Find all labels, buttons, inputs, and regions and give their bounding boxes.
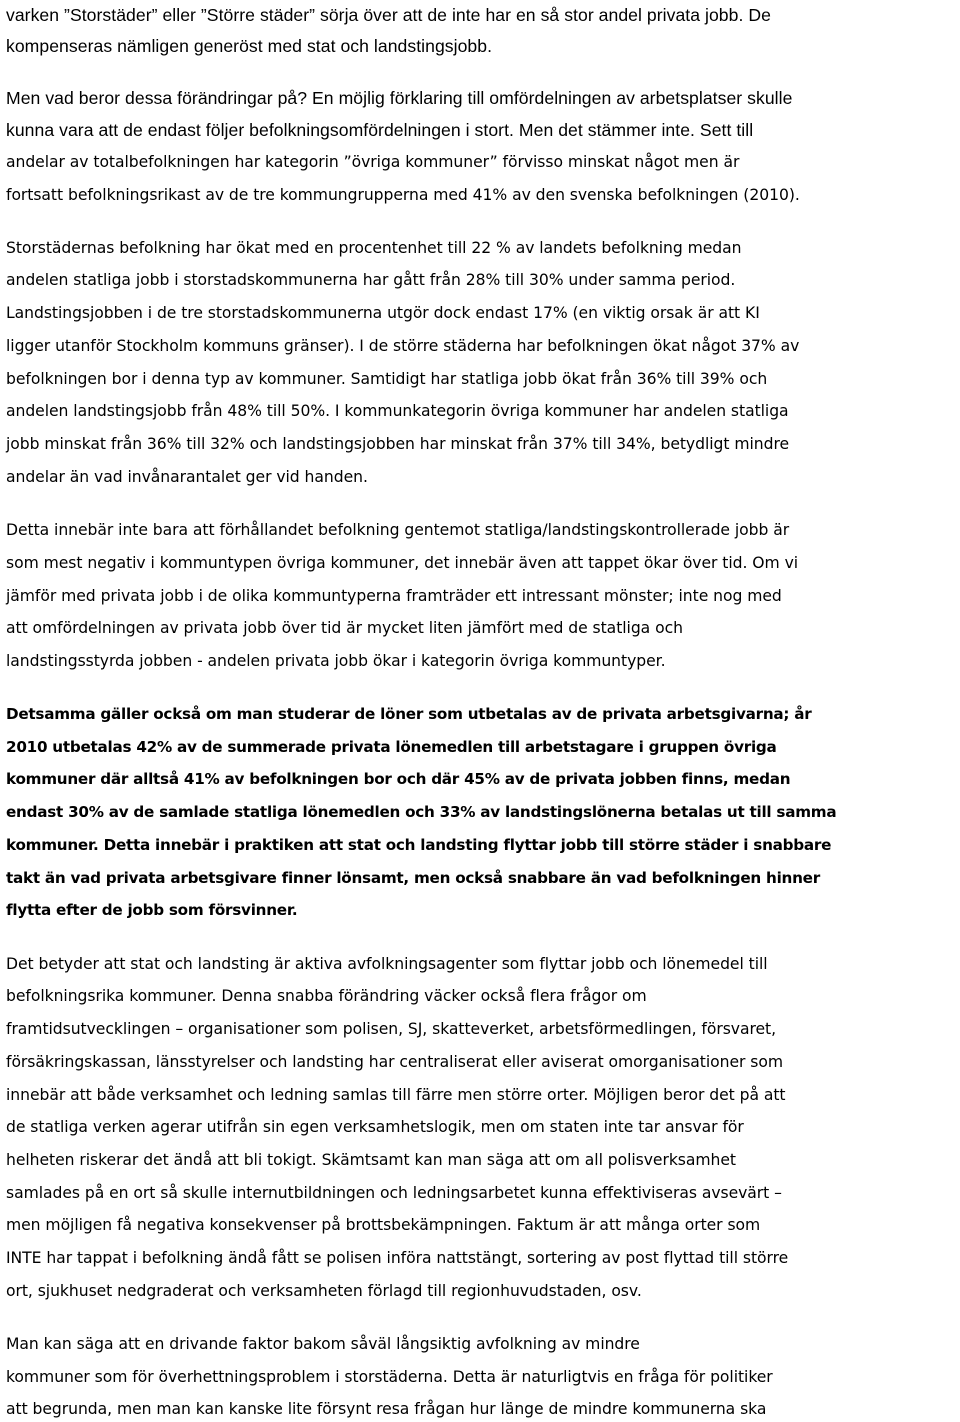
text-line: att begrunda, men man kan kanske lite försynt resa frågan hur länge de mindre kommunerna ska: [6, 1400, 767, 1418]
text-line: andelar än vad invånarantalet ger vid handen.: [6, 468, 368, 486]
text-line: takt än vad privata arbetsgivare finner lönsamt, men också snabbare än vad befolkningen hinner: [6, 869, 820, 887]
text-line: kompenseras nämligen generöst med stat och landstingsjobb.: [6, 36, 493, 56]
text-line: samlades på en ort så skulle internutbildningen och ledningsarbetet kunna effektiviseras avsevärt –: [6, 1184, 782, 1202]
text-line: landstingsstyrda jobben - andelen privata jobb ökar i kategorin övriga kommuntyper.: [6, 652, 666, 670]
text-line: jämför med privata jobb i de olika kommuntyperna framträder ett intressant mönster; inte nog med: [6, 587, 782, 605]
text-line: att omfördelningen av privata jobb över tid är mycket liten jämfört med de statliga och: [6, 619, 683, 637]
text-line: befolkningen bor i denna typ av kommuner. Samtidigt har statliga jobb ökat från 36% till 39% och: [6, 370, 768, 388]
text-line: kommuner. Detta innebär i praktiken att stat och landsting flyttar jobb till större städer i snabbare: [6, 836, 832, 854]
text-line: Detsamma gäller också om man studerar de löner som utbetalas av de privata arbetsgivarna; år: [6, 705, 812, 723]
text-line: andelar av totalbefolkningen har kategorin ”övriga kommuner” förvisso minskat något men är: [6, 153, 740, 171]
text-line: Detta innebär inte bara att förhållandet befolkning gentemot statliga/landstingskontrollerade jobb är: [6, 521, 790, 539]
text-line: Storstädernas befolkning har ökat med en procentenhet till 22 % av landets befolkning medan: [6, 239, 742, 257]
text-line: Det betyder att stat och landsting är aktiva avfolkningsagenter som flyttar jobb och lönemedel till: [6, 955, 768, 973]
text-line: försäkringskassan, länsstyrelser och landsting har centraliserat eller aviserat omorganisationer som: [6, 1053, 783, 1071]
text-line: fortsatt befolkningsrikast av de tre kommungrupperna med 41% av den svenska befolkningen (2010).: [6, 186, 800, 204]
text-line: endast 30% av de samlade statliga lönemedlen och 33% av landstingslönerna betalas ut till samma: [6, 803, 837, 821]
text-line: flytta efter de jobb som försvinner.: [6, 901, 298, 919]
text-line: befolkningsrika kommuner. Denna snabba förändring väcker också flera frågor om: [6, 987, 647, 1005]
text-line: som mest negativ i kommuntypen övriga kommuner, det innebär även att tappet ökar över tid. Om vi: [6, 554, 799, 572]
text-line: 2010 utbetalas 42% av de summerade privata lönemedlen till arbetstagare i gruppen övriga: [6, 738, 777, 756]
text-line: Men vad beror dessa förändringar på? En möjlig förklaring till omfördelningen av arbetsplatser skulle: [6, 88, 793, 108]
text-line: varken ”Storstäder” eller ”Större städer” sörja över att de inte har en så stor andel privata jobb. De: [6, 5, 771, 25]
text-line: Man kan säga att en drivande faktor bakom såväl långsiktig avfolkning av mindre: [6, 1335, 640, 1353]
text-line: de statliga verken agerar utifrån sin egen verksamhetslogik, men om staten inte tar ansvar för: [6, 1118, 744, 1136]
text-line: kommuner som för överhettningsproblem i storstäderna. Detta är naturligtvis en fråga för politiker: [6, 1368, 773, 1386]
text-line: framtidsutvecklingen – organisationer som polisen, SJ, skatteverket, arbetsförmedlingen, försvaret,: [6, 1020, 776, 1038]
text-line: Landstingsjobben i de tre storstadskommunerna utgör dock endast 17% (en viktig orsak är att KI: [6, 304, 760, 322]
text-line: andelen statliga jobb i storstadskommunerna har gått från 28% till 30% under samma period.: [6, 271, 736, 289]
text-line: ort, sjukhuset nedgraderat och verksamheten förlagd till regionhuvudstaden, osv.: [6, 1282, 642, 1300]
text-line: kommuner där alltså 41% av befolkningen bor och där 45% av de privata jobben finns, medan: [6, 770, 791, 788]
text-line: men möjligen få negativa konsekvenser på brottsbekämpningen. Faktum är att många orter som: [6, 1216, 761, 1234]
text-line: kunna vara att de endast följer befolkningsomfördelningen i stort. Men det stämmer inte. Sett till: [6, 120, 754, 140]
text-line: andelen landstingsjobb från 48% till 50%. I kommunkategorin övriga kommuner har andelen statliga: [6, 402, 789, 420]
text-line: jobb minskat från 36% till 32% och landstingsjobben har minskat från 37% till 34%, betydligt mindre: [6, 435, 789, 453]
text-line: ligger utanför Stockholm kommuns gränser). I de större städerna har befolkningen ökat något 37% av: [6, 337, 800, 355]
text-line: innebär att både verksamhet och ledning samlas till färre men större orter. Möjligen beror det på att: [6, 1086, 786, 1104]
text-line: INTE har tappat i befolkning ändå fått se polisen införa nattstängt, sortering av post flyttad till större: [6, 1249, 789, 1267]
text-line: helheten riskerar det ändå att bli tokigt. Skämtsamt kan man säga att om all polisverksamhet: [6, 1151, 736, 1169]
